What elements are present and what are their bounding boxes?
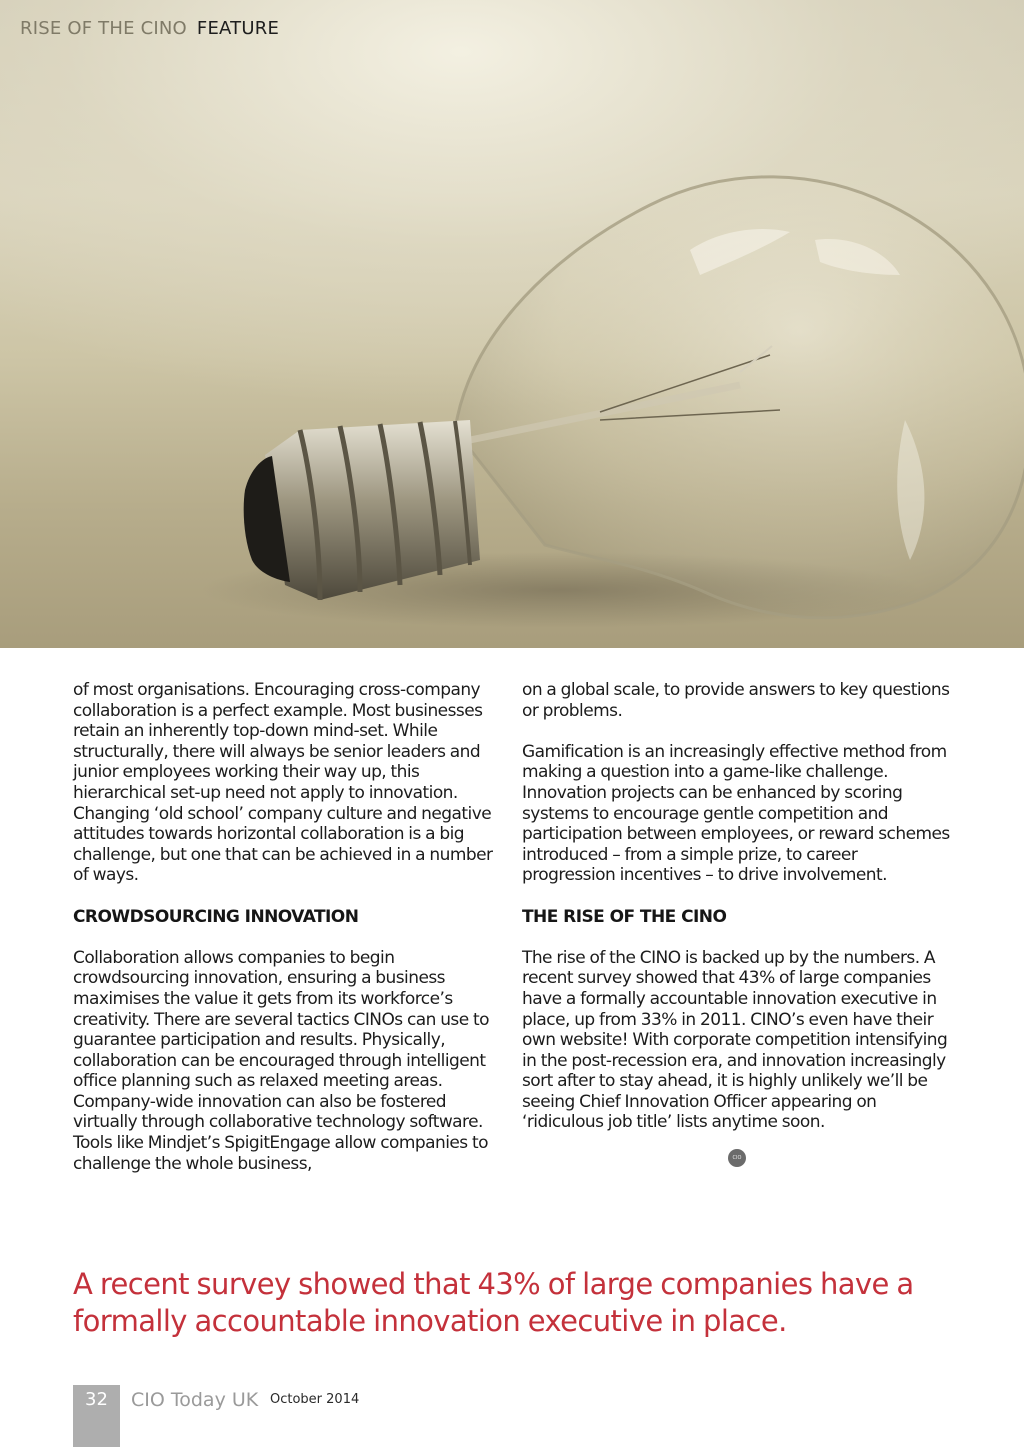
page-number: 32 [73, 1385, 120, 1447]
end-of-article-icon: CIO [728, 1149, 746, 1167]
paragraph: Gamification is an increasingly effective method from making a question into a game-like challenge. Innovation projects can be enhanced by scoring systems to encourage gentle competition and participation between employees, or reward schemes introduced – from a simple prize, to career progression incentives – to drive involvement. [522, 741, 950, 886]
section-title: RISE OF THE CINO [20, 18, 187, 39]
section-heading: THE RISE OF THE CINO [522, 906, 727, 927]
paragraph: on a global scale, to provide answers to key questions or problems. [522, 680, 950, 721]
pull-quote: A recent survey showed that 43% of large companies have a formally accountable innovation executive in place. [73, 1267, 914, 1338]
issue-date: October 2014 [270, 1392, 360, 1407]
hero-photo [0, 0, 1024, 648]
paragraph: The rise of the CINO is backed up by the numbers. A recent survey showed that 43% of large companies have a formally accountable innovation executive in place, up from 33% in 2011. CINO’s even have their own website! With corporate competition intensifying in the post-recession era, and innovation increasingly sort after to stay ahead, it is highly unlikely we’ll be seeing Chief Innovation Officer appearing on ‘ridiculous job title’ lists anytime soon. [522, 947, 948, 1133]
left-column [73, 680, 503, 1174]
section-heading: CROWDSOURCING INNOVATION [73, 906, 359, 927]
right-column [522, 680, 952, 1167]
paragraph: Collaboration allows companies to begin crowdsourcing innovation, ensuring a business maximises the value it gets from its workforce’s creativity. There are several tactics CINOs can use to guarantee participation and results. Physically, collaboration can be encouraged through intelligent office planning such as relaxed meeting areas. Company-wide innovation can also be fostered virtually through collaborative technology software. Tools like Mindjet’s SpigitEngage allow companies to challenge the whole business, [73, 947, 489, 1174]
running-head [20, 18, 279, 39]
light-bulb-icon [0, 0, 1024, 648]
magazine-title: CIO Today UK [131, 1389, 259, 1411]
category-label: FEATURE [196, 18, 280, 39]
paragraph: of most organisations. Encouraging cross-company collaboration is a perfect example. Most businesses retain an inherently top-down mind-set. While structurally, there will always be senior leaders and junior employees working their way up, this hierarchical set-up need not apply to innovation. Changing ‘old school’ company culture and negative attitudes towards horizontal collaboration is a big challenge, but one that can be achieved in a number of ways. [73, 680, 493, 886]
